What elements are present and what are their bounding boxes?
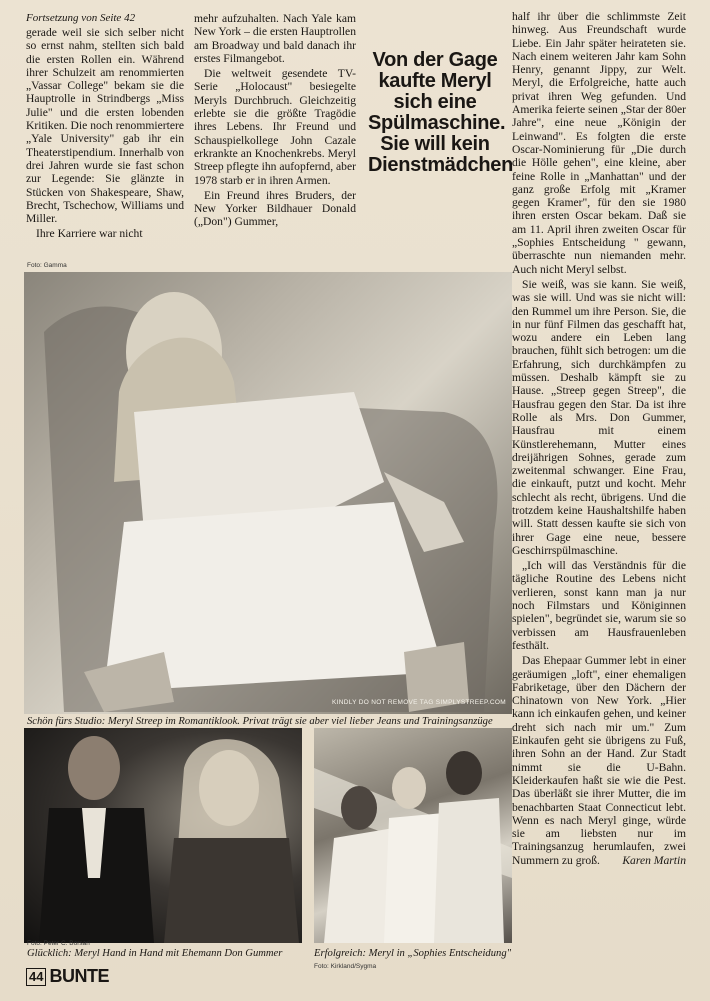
article-column-2 — [194, 12, 356, 231]
caption-right: Erfolgreich: Meryl in „Sophies Entscheidung" — [314, 948, 512, 959]
continuation-note: Fortsetzung von Seite 42 — [26, 12, 136, 24]
paragraph: „Ich will das Verständnis für die tägliche Routine des Lebens nicht verlieren, sonst kann man ja nur noch Filmstars und Königinnen spielen", begründet sie, warum sie so verbissen am Hausfrauenleben festhält. — [512, 559, 686, 652]
caption-main: Schön fürs Studio: Meryl Streep im Romantiklook. Privat trägt sie aber viel lieber Jeans und Trainingsanzüge — [27, 716, 493, 727]
main-photo — [24, 272, 512, 714]
magazine-logo: BUNTE — [49, 966, 109, 986]
page-number: 44 — [26, 968, 46, 986]
paragraph: gerade weil sie sich selber nicht so ernst nahm, stellten sich bald die ersten Rollen ein. Während ihrer Schulzeit am renommierten „Vassar College" bekam sie die Hauptrolle in Strindbergs „Miss Julie" und die ersten lobenden Kritiken. Die noch renommiertere „Yale University" gab ihr ein Theaterstipendium. Innerhalb von drei Jahren wurde sie fast schon zur Legende: Sie glänzte in Stücken von Shakespeare, Shaw, Brecht, Tschechow, Williams und Miller. — [26, 26, 184, 226]
paragraph: Ein Freund ihres Bruders, der New Yorker Bildhauer Donald („Don") Gummer, — [194, 188, 356, 229]
article-column-4 — [512, 10, 686, 869]
watermark-tag: KINDLY DO NOT REMOVE TAG SIMPLYSTREEP.COM — [332, 699, 506, 706]
author-byline: Karen Martin — [622, 853, 686, 867]
pull-quote-headline: Von der Gage kaufte Meryl sich eine Spülmaschine. Sie will kein Dienstmädchen — [368, 49, 514, 176]
caption-left: Glücklich: Meryl Hand in Hand mit Ehemann Don Gummer — [27, 948, 283, 959]
photo-credit-right: Foto: Kirkland/Sygma — [314, 963, 377, 970]
couple-photo — [24, 728, 302, 943]
photo-credit-main: Foto: Gamma — [27, 262, 67, 269]
couple-photo-illustration — [24, 728, 302, 943]
page-footer — [26, 966, 109, 987]
paragraph: Sie weiß, was sie kann. Sie weiß, was sie will. Und was sie nicht will: den Rummel um ihre Person. Sie, die in nur fünf Filmen das geschafft hat, wozu andere ein Leben lang brauchen, fühlt sich betrogen: um die Erfahrung, sich durchkämpfen zu müssen. Deshalb kämpft sie zu Hause. „Streep gegen Streep", die Hausfrau gegen den Star. Da ist ihre Rolle als Mrs. Don Gummer, Hausfrau mit einem Künstlerehemann, Mutter eines dreijährigen Sohnes, gerade zum zweitenmal schwanger. Eine Frau, die einkauft, putzt und kocht. Mehr schlecht als recht, übrigens. Und die trotzdem keine Haushaltshilfe haben will. Statt dessen kaufte sie sich von ihrer Gage eine neue, bessere Geschirrspülmaschine. — [512, 277, 686, 557]
film-still-illustration — [314, 728, 512, 943]
paragraph — [512, 654, 686, 867]
paragraph: Ihre Karriere war nicht — [36, 227, 143, 241]
paragraph: mehr aufzuhalten. Nach Yale kam New York – die ersten Hauptrollen am Broadway und bald danach ihr erstes Filmangebot. — [194, 12, 356, 65]
paragraph-text: Das Ehepaar Gummer lebt in einer geräumigen „loft", einer ehemaligen Fabriketage, über den Dächern der Chinatown von New York. „Hier kann ich einkaufen gehen, und keiner dreht sich nach mir um." Zum Einkaufen geht sie übrigens zu Fuß, ihren Sohn an der Hand. Zur Stadt nimmt sie die U-Bahn. Kleiderkaufen haßt sie wie die Pest. Das überläßt sie ihrer Mutter, die im benachbarten Staat Connecticut lebt. Wenn es nach Meryl ginge, würde sie am liebsten nur im Trainingsanzug herumlaufen, zwei Nummern zu groß. — [512, 654, 686, 867]
article-column-1 — [26, 26, 184, 243]
film-still-photo — [314, 728, 512, 943]
paragraph: half ihr über die schlimmste Zeit hinweg. Aus Freundschaft wurde Liebe. Ein Jahr später heirateten sie. Nach einem weiteren Jahr kam Sohn Henry, genannt Jippy, zur Welt. Meryl, die Erfolgreiche, hatte auch privat ihren Weg gefunden. Und Amerika feierte seinen „Star der 80er Jahre", eine neue „Königin der Leinwand". Es folgten die erste Oscar-Nominierung für „Die durch die Hölle gehen", eine kleine, aber feine Rolle in „Manhattan" und der ganz große Erfolg mit „Kramer gegen Kramer", für den sie 1980 ihren ersten Oscar bekam. Daß sie am 11. April ihren zweiten Oscar für „Sophies Entscheidung " gewann, überraschte nun niemanden mehr. Auch nicht Meryl selbst. — [512, 10, 686, 276]
paragraph: Die weltweit gesendete TV-Serie „Holocaust" besiegelte Meryls Durchbruch. Gleichzeitig erlebte sie die größte Tragödie ihres Lebens. Ihr Freund und Schauspielkollege John Cazale erkrankte an Knochenkrebs. Meryl Streep pflegte ihn aufopfernd, aber 1978 starb er in ihren Armen. — [194, 67, 356, 187]
photo-credit-left: Foto: Peter C. Borsari — [27, 940, 90, 947]
main-photo-illustration — [24, 272, 512, 714]
